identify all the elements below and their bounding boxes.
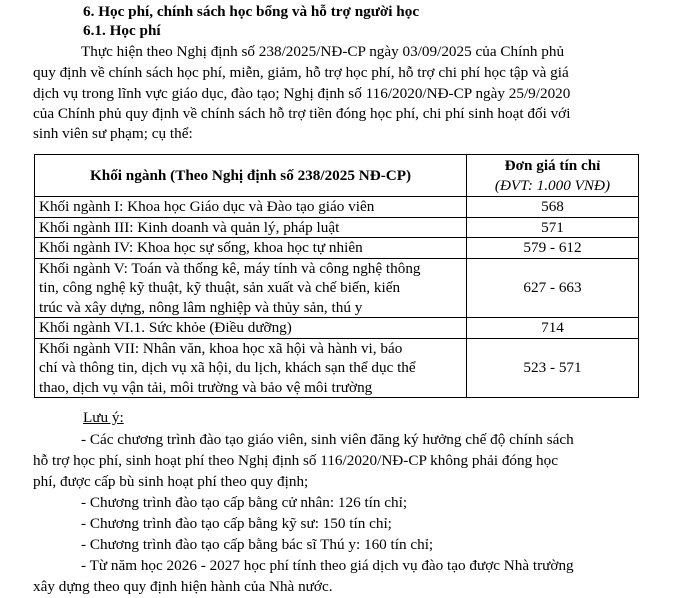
sector-cell: Khối ngành III: Kinh doanh và quản lý, pháp luật [35, 217, 467, 238]
note-line: - Chương trình đào tạo cấp bằng cử nhân: 126 tín chỉ; [81, 494, 408, 511]
intro-line: quy định về chính sách học phí, miễn, giảm, hỗ trợ học phí, hỗ trợ chi phí học tập và giá [33, 64, 569, 81]
price-cell: 571 [467, 217, 639, 238]
note-line: - Chương trình đào tạo cấp bằng bác sĩ Thú y: 160 tín chỉ; [81, 536, 434, 553]
note-line: - Từ năm học 2026 - 2027 học phí tính theo giá dịch vụ đào tạo được Nhà trường [81, 557, 574, 574]
sector-cell-line: tin, công nghệ kỹ thuật, kỹ thuật, sản xuất và chế biến, kiến [39, 279, 401, 296]
price-cell: 579 - 612 [467, 238, 639, 259]
sector-cell: Khối ngành I: Khoa học Giáo dục và Đào tạo giáo viên [35, 197, 467, 218]
intro-line: Thực hiện theo Nghị định số 238/2025/NĐ-CP ngày 03/09/2025 của Chính phủ [81, 43, 565, 60]
note-line: phí, được cấp bù sinh hoạt phí theo quy định; [33, 473, 309, 490]
section-heading: 6. Học phí, chính sách học bổng và hỗ trợ người học [83, 3, 420, 20]
table-row [35, 238, 639, 259]
table-row [35, 258, 639, 318]
sector-cell-line: trúc và xây dựng, nông lâm nghiệp và thủy sản, thú y [39, 298, 363, 316]
note-line: hỗ trợ học phí, sinh hoạt phí theo Nghị định số 116/2020/NĐ-CP không phải đóng học [33, 452, 558, 469]
col-header-price-unit: (ĐVT: 1.000 VNĐ) [494, 176, 611, 194]
table-row [35, 217, 639, 238]
sector-cell: Khối ngành VI.1. Sức khỏe (Điều dưỡng) [35, 318, 467, 339]
note-line: - Các chương trình đào tạo giáo viên, sinh viên đăng ký hưởng chế độ chính sách [81, 431, 574, 448]
sector-cell-line: Khối ngành VII: Nhân văn, khoa học xã hội và hành vi, báo [39, 339, 403, 357]
intro-line: của Chính phủ quy định về chính sách hỗ trợ tiền đóng học phí, chi phí sinh hoạt đối với [33, 105, 571, 122]
sector-cell-line: thao, dịch vụ vận tải, môi trường và bảo vệ môi trường [39, 378, 373, 396]
table-row [35, 197, 639, 218]
intro-line: sinh viên sư phạm; cụ thể: [33, 125, 193, 142]
subsection-heading: 6.1. Học phí [83, 22, 161, 39]
price-cell: 627 - 663 [467, 258, 639, 318]
table-row [35, 338, 639, 398]
sector-cell [35, 258, 467, 318]
tuition-table [34, 154, 639, 398]
sector-cell-line: Khối ngành V: Toán và thống kê, máy tính và công nghệ thông [39, 259, 421, 277]
col-header-price-label: Đơn giá tín chỉ [504, 157, 601, 174]
note-line: xây dựng theo quy định hiện hành của Nhà nước. [33, 578, 333, 595]
price-cell: 714 [467, 318, 639, 339]
notes-title: Lưu ý: [83, 409, 124, 426]
intro-line: dịch vụ trong lĩnh vực giáo dục, đào tạo; Nghị định số 116/2020/NĐ-CP ngày 25/9/2020 [33, 85, 571, 102]
sector-cell-line: chí và thông tin, dịch vụ xã hội, du lịch, khách sạn thể dục thể [39, 359, 416, 376]
note-line: - Chương trình đào tạo cấp bằng kỹ sư: 150 tín chỉ; [81, 515, 392, 532]
price-cell: 523 - 571 [467, 338, 639, 398]
table-row [35, 318, 639, 339]
sector-cell [35, 338, 467, 398]
price-cell: 568 [467, 197, 639, 218]
col-header-sector: Khối ngành (Theo Nghị định số 238/2025 NĐ-CP) [35, 155, 467, 197]
sector-cell: Khối ngành IV: Khoa học sự sống, khoa học tự nhiên [35, 238, 467, 259]
col-header-price [467, 155, 639, 197]
table-header-row [35, 155, 639, 197]
